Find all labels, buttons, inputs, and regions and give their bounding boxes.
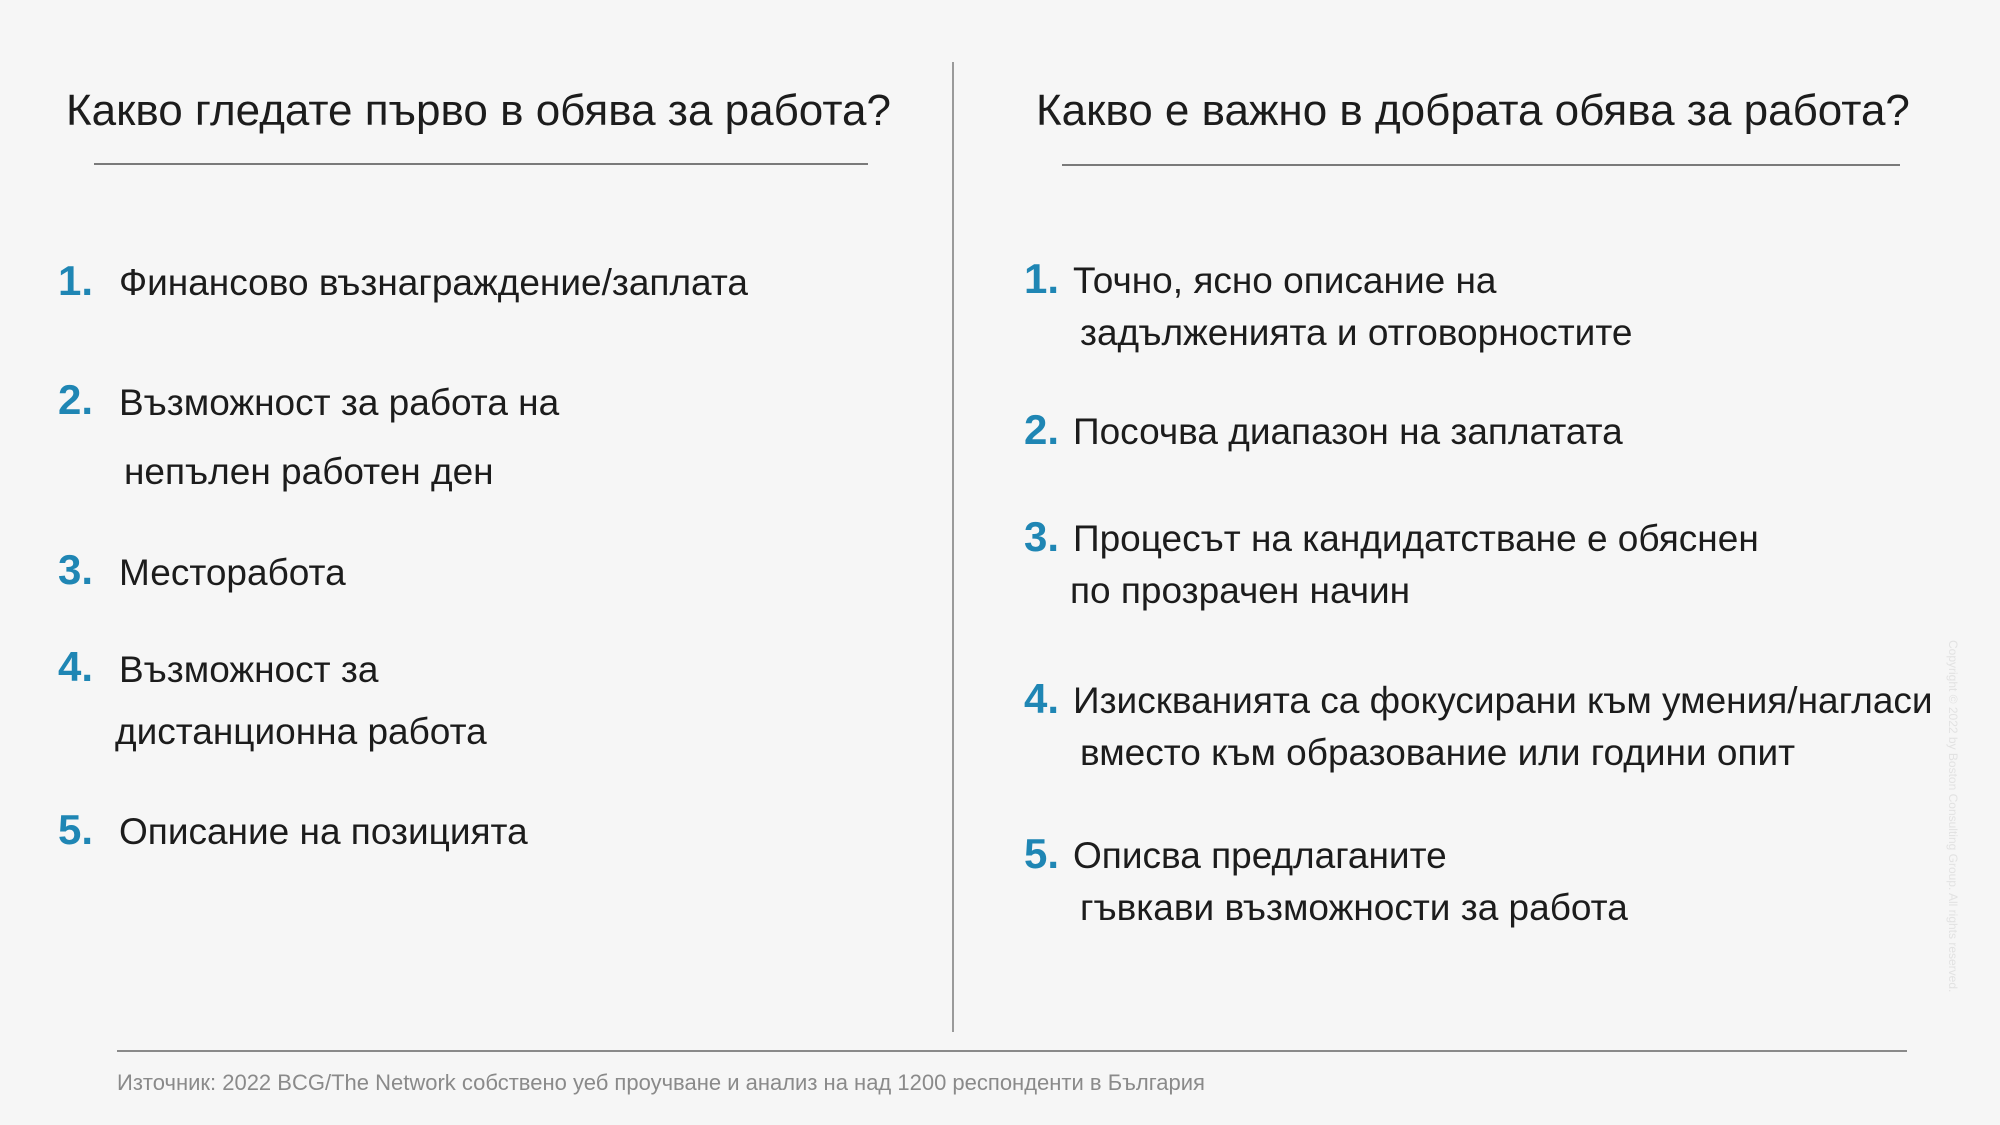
left-item-1-text: Финансово възнаграждение/заплата — [119, 262, 748, 303]
left-column-title: Какво гледате първо в обява за работа? — [66, 86, 891, 135]
right-item-4-text: Изискванията са фокусирани към умения/нагласи — [1073, 680, 1933, 721]
footer-source: Източник: 2022 BCG/The Network собствено уеб проучване и анализ на над 1200 респонденти в България — [117, 1070, 1205, 1095]
right-item-1-number: 1. — [1024, 255, 1060, 302]
left-item-4-number: 4. — [58, 643, 94, 690]
footer-divider — [117, 1050, 1907, 1052]
right-item-2-number: 2. — [1024, 406, 1060, 453]
right-item-3-number: 3. — [1024, 513, 1060, 560]
right-item-5-text: Описва предлаганите — [1073, 835, 1447, 876]
right-title-underline — [1062, 164, 1900, 166]
right-item-3-text-cont: по прозрачен начин — [1070, 570, 1411, 611]
left-title-underline — [94, 163, 868, 165]
left-item-3-text: Месторабота — [119, 552, 346, 593]
right-item-3-text: Процесът на кандидатстване е обяснен — [1073, 518, 1759, 559]
left-item-1-number: 1. — [58, 257, 94, 304]
right-column-title: Какво е важно в добрата обява за работа? — [1036, 86, 1910, 135]
left-item-5-number: 5. — [58, 806, 94, 853]
left-item-2-number: 2. — [58, 376, 94, 423]
right-item-2-text: Посочва диапазон на заплатата — [1073, 411, 1623, 452]
right-item-5-text-cont: гъвкави възможности за работа — [1080, 887, 1628, 928]
right-item-4-number: 4. — [1024, 675, 1060, 722]
left-item-5-text: Описание на позицията — [119, 811, 528, 852]
right-item-1-text-cont: задълженията и отговорностите — [1080, 312, 1633, 353]
right-item-4-text-cont: вместо към образование или години опит — [1080, 732, 1796, 773]
right-item-5-number: 5. — [1024, 830, 1060, 877]
column-divider — [952, 62, 954, 1032]
left-item-4-text: Възможност за — [119, 649, 379, 690]
left-item-2-text-cont: непълен работен ден — [124, 451, 494, 492]
left-item-3-number: 3. — [58, 546, 94, 593]
left-item-4-text-cont: дистанционна работа — [115, 711, 487, 752]
left-item-2-text: Възможност за работа на — [119, 382, 560, 423]
copyright-watermark: Copyright © 2022 by Boston Consulting Group. All rights reserved. — [1946, 640, 1960, 993]
right-item-1-text: Точно, ясно описание на — [1073, 260, 1497, 301]
